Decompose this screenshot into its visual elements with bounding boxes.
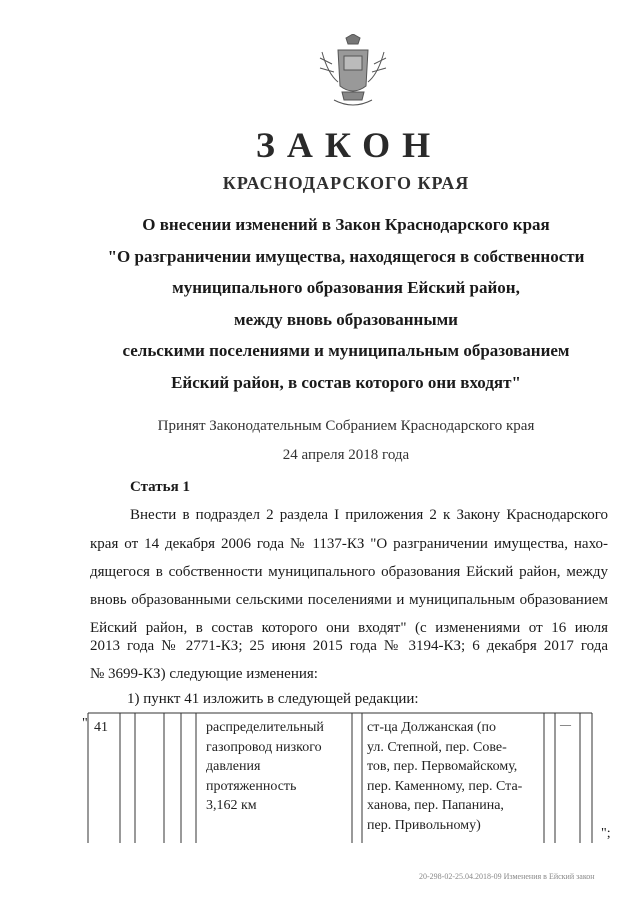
law-title: ЗАКОН [255,125,443,165]
item-1: 1) пункт 41 изложить в следующей редакции: [127,691,419,707]
location-line: ханова, пер. Папанина, [367,798,504,813]
coat-of-arms-emblem [318,34,388,110]
article-text-line: № 3699-КЗ) следующие изменения: [90,666,318,682]
document-footer-code: 20-298-02-25.04.2018-09 Изменения в Ейский закон [419,872,595,881]
location-line: ул. Степной, пер. Сове- [367,739,507,755]
adoption-info [0,412,640,470]
name-line: газопровод низкого [206,739,322,755]
location-line: тов, пер. Первомайскому, [367,759,518,774]
table-cell-name [206,718,324,816]
article-text-line: края от 14 декабря 2006 года № 1137-КЗ "О разграничении имущества, нахо- [90,536,608,552]
article-text-line: дящегося в собственности муниципального образования Ейский район, между [90,564,608,580]
heading-line: сельскими поселениями и муниципальным образованием [122,341,570,360]
article-title: Статья 1 [130,479,190,495]
closing-quote: "; [601,826,611,841]
name-line: протяженность [206,778,297,794]
table-cell-location [367,718,522,835]
article-text-line: 2013 года № 2771-КЗ; 25 июня 2015 года № 3194-КЗ; 6 декабря 2017 года [90,638,608,654]
name-line: 3,162 км [206,798,257,813]
heading-line: О внесении изменений в Закон Краснодарского края [142,215,550,234]
article-text-line: Внести в подраздел 2 раздела I приложения 2 к Закону Краснодарского [130,507,608,523]
law-heading [0,209,640,398]
opening-quote: " [82,716,88,731]
heading-line: муниципального образования Ейский район, [172,278,520,297]
heading-line: между вновь образованными [234,309,458,329]
location-line: ст-ца Должанская (по [367,720,497,735]
region-title: КРАСНОДАРСКОГО КРАЯ [222,173,470,193]
table-cell-number: 41 [94,720,108,735]
name-line: распределительный [206,720,324,735]
table-cell-dash: — [560,719,571,731]
adoption-line: Принят Законодательным Собранием Краснодарского края [157,418,535,434]
article-text-line: Ейский район, в состав которого они входят" (с изменениями от 16 июля [90,620,608,636]
heading-line: "О разграничении имущества, находящегося в собственности [107,246,585,266]
heading-line: Ейский район, в состав которого они входят" [171,372,521,392]
location-line: пер. Каменному, пер. Ста- [367,778,523,794]
name-line: давления [206,759,261,774]
adoption-date: 24 апреля 2018 года [282,447,410,463]
location-line: пер. Привольному) [367,817,481,833]
article-text-line: вновь образованными сельскими поселениями и муниципальным образованием [90,592,608,608]
